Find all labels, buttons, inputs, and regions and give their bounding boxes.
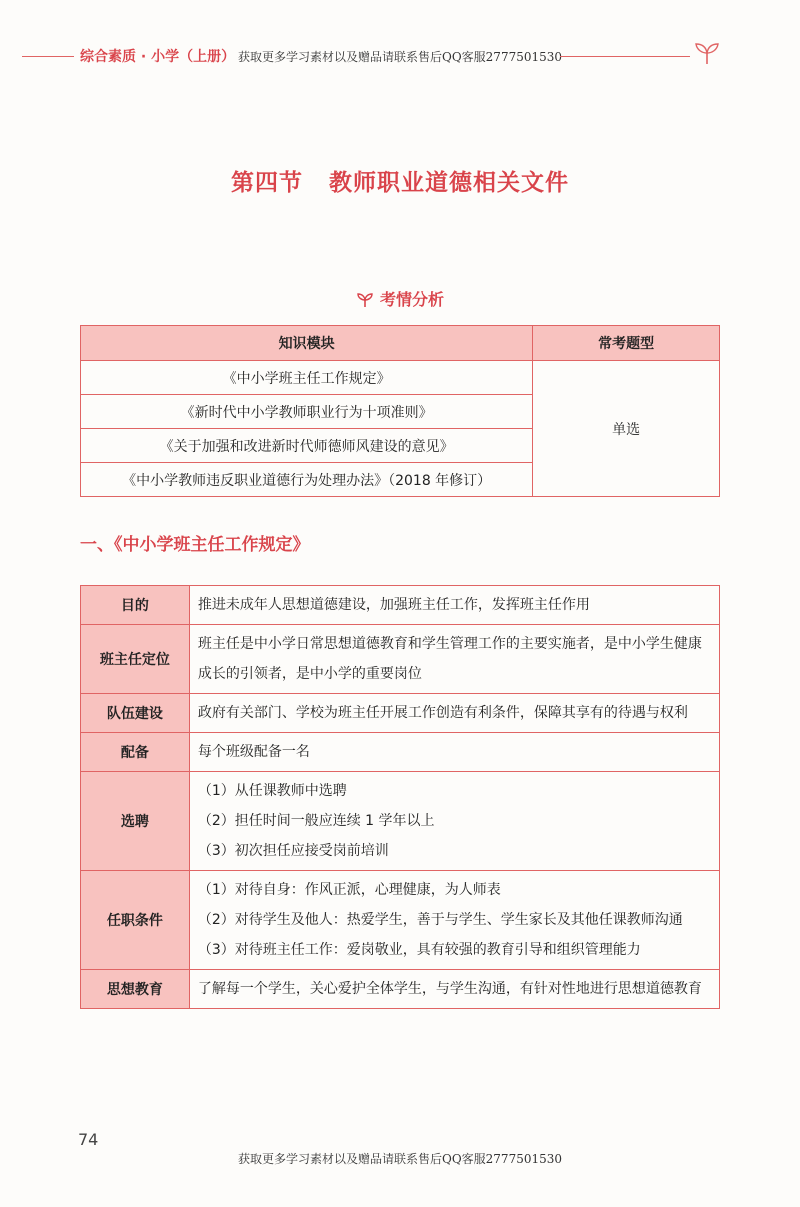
running-header bbox=[0, 40, 800, 70]
row-key-cell: 配备 bbox=[81, 733, 190, 772]
header-promo-text: 获取更多学习素材以及赠品请联系售后QQ客服2777501530 bbox=[238, 50, 563, 64]
column-header: 知识模块 bbox=[81, 326, 533, 361]
analysis-table bbox=[80, 325, 720, 497]
value-line: 班主任是中小学日常思想道德教育和学生管理工作的主要实施者，是中小学生健康成长的引领者，是中小学的重要岗位 bbox=[197, 636, 702, 682]
book-label: 综合素质 · 小学（上册） bbox=[80, 49, 236, 65]
value-line: （3）初次担任应接受岗前培训 bbox=[197, 843, 389, 859]
value-line: 了解每一个学生，关心爱护全体学生，与学生沟通，有针对性地进行思想道德教育 bbox=[197, 981, 702, 997]
header-rule-right bbox=[560, 56, 690, 57]
row-value-cell bbox=[189, 694, 719, 733]
table-row bbox=[81, 871, 720, 970]
knowledge-module-cell: 《关于加强和改进新时代师德师风建设的意见》 bbox=[81, 429, 533, 463]
row-value-cell bbox=[189, 772, 719, 871]
table-row bbox=[81, 625, 720, 694]
footer-promo-text: 获取更多学习素材以及赠品请联系售后QQ客服2777501530 bbox=[237, 1152, 563, 1166]
knowledge-module-cell: 《中小学教师违反职业道德行为处理办法》（2018 年修订） bbox=[81, 463, 533, 497]
sprout-icon bbox=[692, 40, 722, 66]
header-rule-left bbox=[22, 56, 74, 57]
question-type-cell: 单选 bbox=[533, 361, 720, 497]
row-value-cell bbox=[189, 871, 719, 970]
section-title bbox=[0, 164, 800, 197]
table-row bbox=[81, 361, 720, 395]
subsection-heading: 一、《中小学班主任工作规定》 bbox=[80, 535, 310, 555]
section-number: 第四节 bbox=[231, 170, 303, 196]
table-row bbox=[81, 694, 720, 733]
page-number: 74 bbox=[78, 1130, 99, 1149]
value-line: 政府有关部门、学校为班主任开展工作创造有利条件，保障其享有的待遇与权利 bbox=[197, 705, 688, 721]
table-row bbox=[81, 733, 720, 772]
value-line: 每个班级配备一名 bbox=[197, 744, 310, 760]
section-name: 教师职业道德相关文件 bbox=[329, 170, 569, 196]
row-key-cell: 班主任定位 bbox=[81, 625, 190, 694]
analysis-heading bbox=[0, 287, 800, 310]
value-line: 推进未成年人思想道德建设，加强班主任工作，发挥班主任作用 bbox=[197, 597, 590, 613]
value-line: （2）担任时间一般应连续 1 学年以上 bbox=[197, 813, 435, 829]
sprout-bullet-icon bbox=[356, 292, 374, 308]
row-value-cell bbox=[189, 625, 719, 694]
row-key-cell: 选聘 bbox=[81, 772, 190, 871]
table-row bbox=[81, 772, 720, 871]
rules-table bbox=[80, 585, 720, 1009]
row-value-cell bbox=[189, 970, 719, 1009]
row-key-cell: 任职条件 bbox=[81, 871, 190, 970]
row-value-cell bbox=[189, 586, 719, 625]
row-value-cell bbox=[189, 733, 719, 772]
column-header: 常考题型 bbox=[533, 326, 720, 361]
analysis-label: 考情分析 bbox=[379, 290, 444, 309]
row-key-cell: 思想教育 bbox=[81, 970, 190, 1009]
table-row bbox=[81, 970, 720, 1009]
table-row bbox=[81, 586, 720, 625]
row-key-cell: 目的 bbox=[81, 586, 190, 625]
knowledge-module-cell: 《中小学班主任工作规定》 bbox=[81, 361, 533, 395]
value-line: （2）对待学生及他人：热爱学生，善于与学生、学生家长及其他任课教师沟通 bbox=[197, 912, 683, 928]
value-line: （1）从任课教师中选聘 bbox=[197, 783, 347, 799]
value-line: （3）对待班主任工作：爱岗敬业，具有较强的教育引导和组织管理能力 bbox=[197, 942, 641, 958]
row-key-cell: 队伍建设 bbox=[81, 694, 190, 733]
table-header-row bbox=[81, 326, 720, 361]
value-line: （1）对待自身：作风正派，心理健康，为人师表 bbox=[197, 882, 501, 898]
knowledge-module-cell: 《新时代中小学教师职业行为十项准则》 bbox=[81, 395, 533, 429]
